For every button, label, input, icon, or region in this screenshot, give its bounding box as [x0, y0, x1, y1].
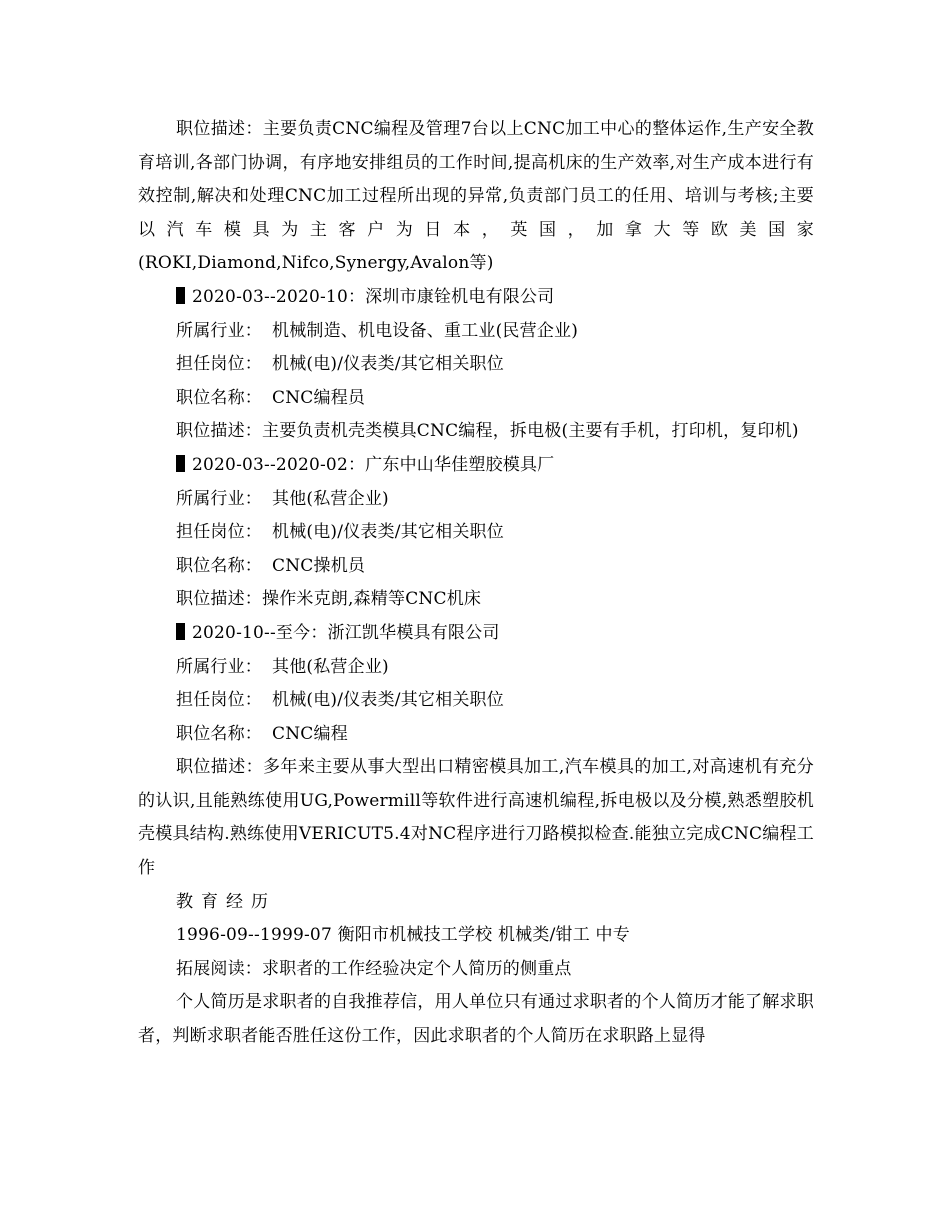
- bullet-icon: [176, 455, 185, 472]
- job-header: [138, 617, 814, 651]
- job-description: 职位描述：主要负责机壳类模具CNC编程，拆电极(主要有手机，打印机，复印机): [176, 421, 799, 442]
- job-header-text: 2020-03--2020-10：深圳市康铨机电有限公司: [192, 286, 555, 307]
- job-header-text: 2020-10--至今：浙江凯华模具有限公司: [192, 622, 500, 643]
- job-description: 职位描述：多年来主要从事大型出口精密模具加工,汽车模具的加工,对高速机有充分的认识,且能熟练使用UG,Powermill等软件进行高速机编程,拆电极以及分模,熟悉塑胶机壳模具结构.熟练使用VERICUT5.4对NC程序进行刀路模拟检查.能独立完成CNC编程工作: [138, 757, 814, 879]
- job-header-text: 2020-03--2020-02：广东中山华佳塑胶模具厂: [192, 454, 555, 475]
- title-value: CNC操机员: [272, 555, 366, 576]
- industry-row: [138, 651, 814, 685]
- post-label: 担任岗位：: [176, 522, 262, 543]
- title-row: [138, 382, 814, 416]
- title-label: 职位名称：: [176, 555, 262, 576]
- title-label: 职位名称：: [176, 723, 262, 744]
- title-value: CNC编程员: [272, 387, 366, 408]
- industry-row: [138, 315, 814, 349]
- job-entry-1: [138, 281, 814, 449]
- post-row: [138, 684, 814, 718]
- title-row: [138, 550, 814, 584]
- industry-value: 其他(私营企业): [272, 656, 389, 677]
- job-entry-2: [138, 449, 814, 617]
- job-entry-3: [138, 617, 814, 886]
- job-description-intro: 职位描述：主要负责CNC编程及管理7台以上CNC加工中心的整体运作,生产安全教育培训,各部门协调，有序地安排组员的工作时间,提高机床的生产效率,对生产成本进行有效控制,解决和处理CNC加工过程所出现的异常,负责部门员工的任用、培训与考核;主要以汽车模具为主客户为日本，英国，加拿大等欧美国家(ROKI,Diamond,Nifco,Synergy,Avalon等): [138, 119, 814, 274]
- job-description: 职位描述：操作米克朗,森精等CNC机床: [176, 589, 482, 610]
- bullet-icon: [176, 287, 185, 304]
- title-value: CNC编程: [272, 723, 348, 744]
- post-value: 机械(电)/仪表类/其它相关职位: [272, 522, 504, 543]
- industry-row: [138, 483, 814, 517]
- industry-value: 其他(私营企业): [272, 488, 389, 509]
- industry-value: 机械制造、机电设备、重工业(民营企业): [272, 320, 579, 341]
- resume-page: [138, 113, 814, 1054]
- post-label: 担任岗位：: [176, 690, 262, 711]
- industry-label: 所属行业：: [176, 656, 262, 677]
- post-row: [138, 348, 814, 382]
- industry-label: 所属行业：: [176, 488, 262, 509]
- extended-reading-heading: 拓展阅读：求职者的工作经验决定个人简历的侧重点: [176, 958, 572, 979]
- title-label: 职位名称：: [176, 387, 262, 408]
- industry-label: 所属行业：: [176, 320, 262, 341]
- post-value: 机械(电)/仪表类/其它相关职位: [272, 690, 504, 711]
- bullet-icon: [176, 623, 185, 640]
- education-heading: 教育经历: [176, 891, 276, 912]
- job-header: [138, 281, 814, 315]
- education-entry: 1996-09--1999-07 衡阳市机械技工学校 机械类/钳工 中专: [176, 925, 630, 946]
- post-value: 机械(电)/仪表类/其它相关职位: [272, 354, 504, 375]
- post-label: 担任岗位：: [176, 354, 262, 375]
- extended-reading-body: 个人简历是求职者的自我推荐信，用人单位只有通过求职者的个人简历才能了解求职者，判断求职者能否胜任这份工作，因此求职者的个人简历在求职路上显得: [138, 992, 814, 1047]
- job-header: [138, 449, 814, 483]
- title-row: [138, 718, 814, 752]
- post-row: [138, 516, 814, 550]
